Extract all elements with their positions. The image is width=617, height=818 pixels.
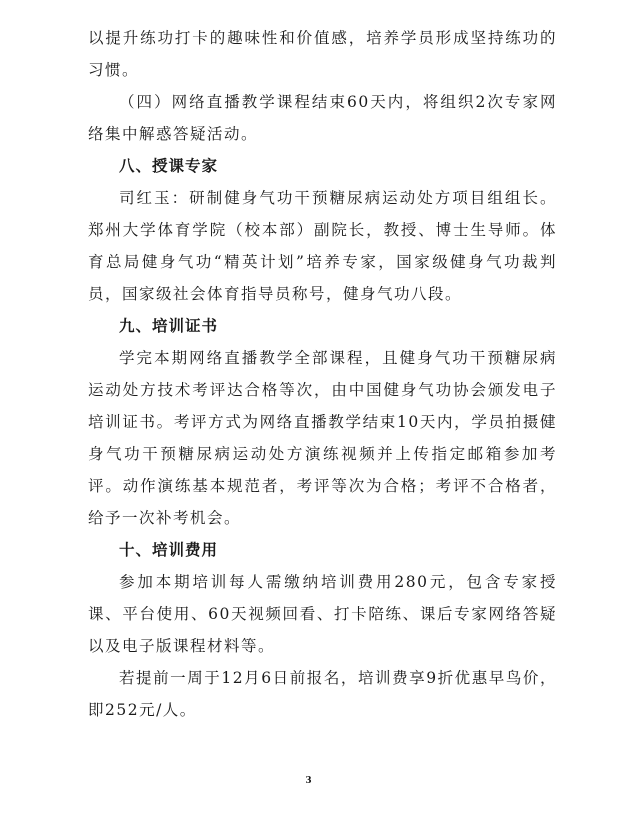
paragraph-certificate-info: 学完本期网络直播教学全部课程，且健身气功干预糖尿病运动处方技术考评达合格等次，由中国健身气功协会颁发电子培训证书。考评方式为网络直播教学结束10天内，学员拍摄健身气功干预糖尿病运动处方演练视频并上传指定邮箱参加考评。动作演练基本规范者，考评等次为合格；考评不合格者，给予一次补考机会。	[88, 349, 557, 527]
paragraph-early-bird: 若提前一周于12月6日前报名，培训费享9折优惠早鸟价，即252元/人。	[88, 669, 557, 719]
paragraph-fee-details: 参加本期培训每人需缴纳培训费用280元，包含专家授课、平台使用、60天视频回看、打卡陪练、课后专家网络答疑以及电子版课程材料等。	[88, 573, 557, 655]
page-number: 3	[305, 776, 312, 786]
section-heading-certificate: 九、培训证书	[119, 317, 219, 335]
section-heading-experts: 八、授课专家	[119, 157, 219, 175]
paragraph-expert-bio: 司红玉：研制健身气功干预糖尿病运动处方项目组组长。郑州大学体育学院（校本部）副院长，教授、博士生导师。体育总局健身气功“精英计划”培养专家，国家级健身气功裁判员，国家级社会体育指导员称号，健身气功八段。	[88, 189, 557, 303]
paragraph-qa-sessions: （四）网络直播教学课程结束60天内，将组织2次专家网络集中解惑答疑活动。	[88, 93, 557, 143]
section-heading-fees: 十、培训费用	[119, 541, 219, 559]
paragraph-practice-habit: 以提升练功打卡的趣味性和价值感，培养学员形成坚持练功的习惯。	[88, 29, 557, 79]
